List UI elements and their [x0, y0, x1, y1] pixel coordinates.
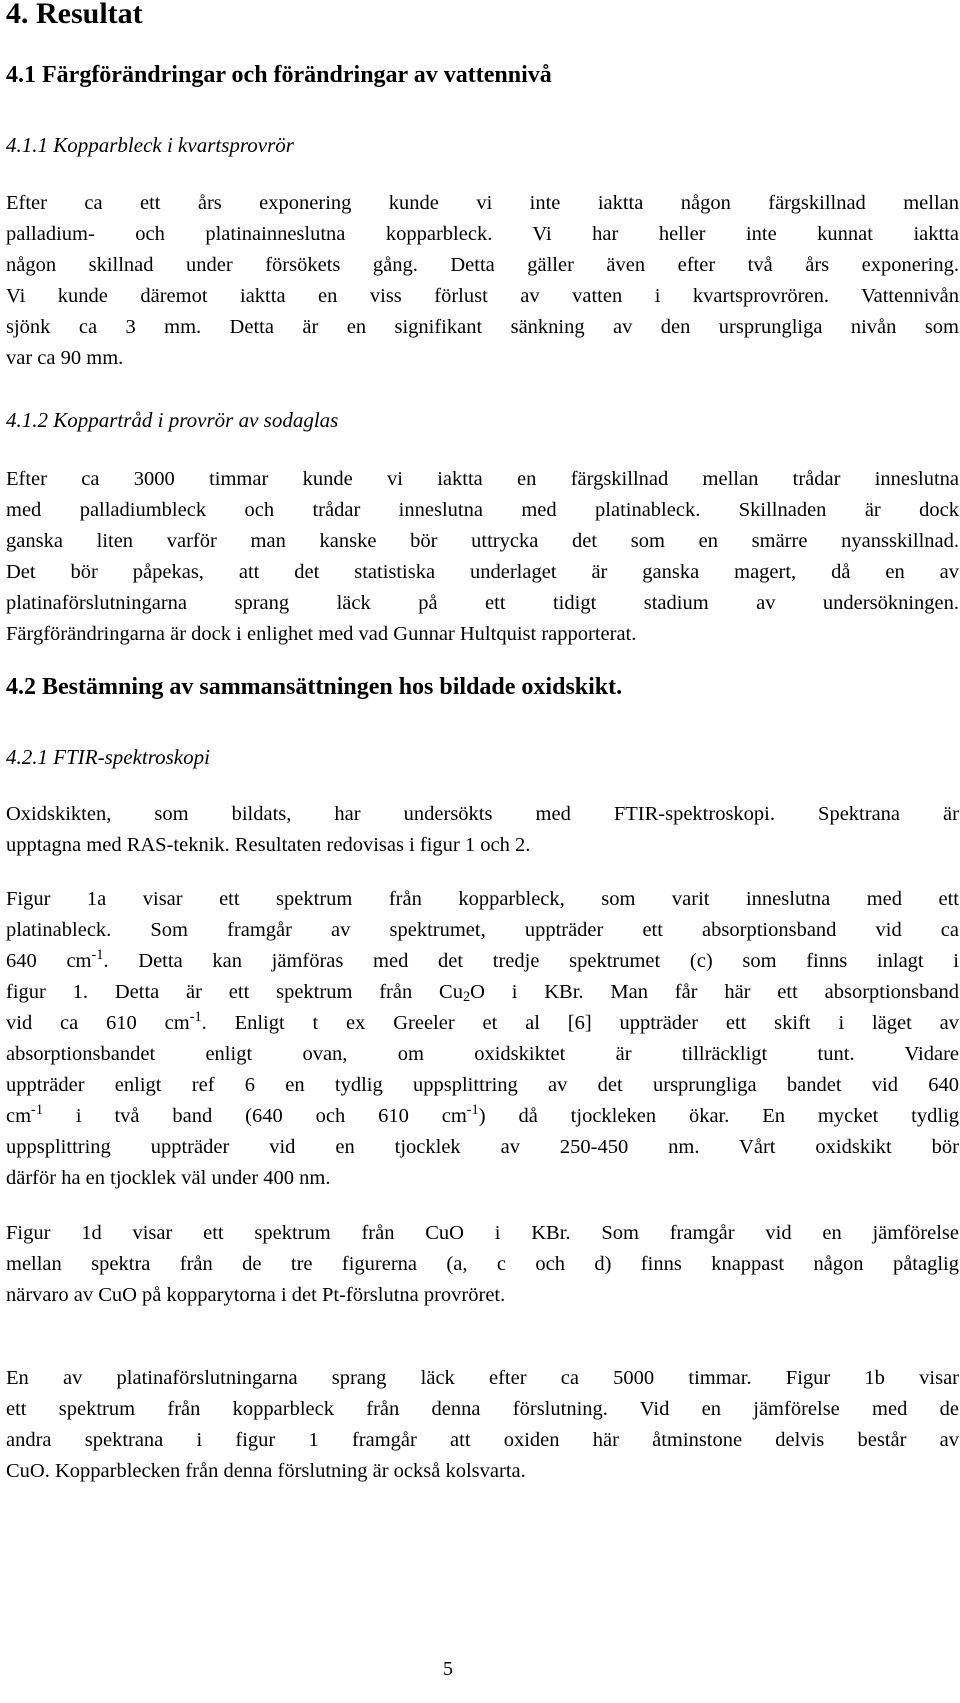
- subsection-heading-4-1-2: 4.1.2 Koppartråd i provrör av sodaglas: [6, 408, 339, 432]
- page-number: 5: [443, 1658, 453, 1680]
- text-line: Efter ca 3000 timmar kunde vi iaktta en färgskillnad mellan trådar inneslutna: [6, 468, 959, 490]
- paragraph-koppartrad: [6, 464, 959, 650]
- text-line: [6, 946, 959, 977]
- text-run: 640 cm: [6, 950, 92, 972]
- text-line: ett spektrum från kopparbleck från denna förslutning. Vid en jämförelse med de: [6, 1398, 959, 1420]
- text-line: med palladiumbleck och trådar inneslutna med platinableck. Skillnaden är dock: [6, 499, 959, 521]
- text-line: [6, 1008, 959, 1039]
- text-line: upptagna med RAS-teknik. Resultaten redovisas i figur 1 och 2.: [6, 834, 531, 856]
- section-heading-4-1: 4.1 Färgförändringar och förändringar av vattennivå: [6, 62, 552, 88]
- text-run: O i KBr. Man får här ett absorptionsband: [470, 981, 959, 1003]
- text-line: uppsplittring uppträder vid en tjocklek av 250-450 nm. Vårt oxidskikt bör: [6, 1136, 959, 1158]
- subsection-heading-4-2-1: 4.2.1 FTIR-spektroskopi: [6, 745, 210, 769]
- text-line: närvaro av CuO på kopparytorna i det Pt-förslutna provröret.: [6, 1284, 506, 1306]
- superscript: -1: [31, 1102, 43, 1119]
- text-line: andra spektrana i figur 1 framgår att oxiden här åtminstone delvis består av: [6, 1429, 959, 1451]
- text-line: var ca 90 mm.: [6, 347, 124, 369]
- text-line: En av platinaförslutningarna sprang läck efter ca 5000 timmar. Figur 1b visar: [6, 1367, 959, 1389]
- text-run: figur 1. Detta är ett spektrum från Cu: [6, 981, 463, 1003]
- text-line: mellan spektra från de tre figurerna (a, c och d) finns knappast någon påtaglig: [6, 1253, 959, 1275]
- text-line: Oxidskikten, som bildats, har undersökts med FTIR-spektroskopi. Spektrana är: [6, 803, 959, 825]
- paragraph-figur-1d: [6, 1218, 959, 1311]
- text-line: Vi kunde däremot iaktta en viss förlust av vatten i kvartsprovrören. Vattennivån: [6, 285, 959, 307]
- subsection-heading-4-1-1: 4.1.1 Kopparbleck i kvartsprovrör: [6, 133, 294, 157]
- text-line: palladium- och platinainneslutna kopparbleck. Vi har heller inte kunnat iaktta: [6, 223, 959, 245]
- text-line: [6, 977, 959, 1008]
- text-line: CuO. Kopparblecken från denna förslutning är också kolsvarta.: [6, 1460, 526, 1482]
- text-line: uppträder enligt ref 6 en tydlig uppsplittring av det ursprungliga bandet vid 640: [6, 1074, 959, 1096]
- text-line: Figur 1d visar ett spektrum från CuO i KBr. Som framgår vid en jämförelse: [6, 1222, 959, 1244]
- text-run: vid ca 610 cm: [6, 1012, 190, 1034]
- subscript: 2: [462, 988, 471, 1005]
- text-line: Efter ca ett års exponering kunde vi inte iaktta någon färgskillnad mellan: [6, 192, 959, 214]
- paragraph-figur-1a: [6, 884, 959, 1194]
- text-run: cm: [6, 1105, 32, 1127]
- paragraph-ftir-intro: [6, 799, 959, 861]
- text-line: Färgförändringarna är dock i enlighet med vad Gunnar Hultquist rapporterat.: [6, 623, 637, 645]
- text-run: . Enligt t ex Greeler et al [6] uppträder ett skift i läget av: [201, 1012, 959, 1034]
- text-line: platinaförslutningarna sprang läck på ett tidigt stadium av undersökningen.: [6, 592, 959, 614]
- text-run: ) då tjockleken ökar. En mycket tydlig: [478, 1105, 959, 1127]
- text-line: Det bör påpekas, att det statistiska underlaget är ganska magert, då en av: [6, 561, 959, 583]
- text-line: därför ha en tjocklek väl under 400 nm.: [6, 1167, 331, 1189]
- chapter-heading: 4. Resultat: [6, 0, 143, 30]
- paragraph-figur-1b: [6, 1363, 959, 1487]
- superscript: -1: [466, 1102, 479, 1119]
- superscript: -1: [189, 1009, 202, 1026]
- superscript: -1: [91, 947, 104, 964]
- text-run: i två band (640 och 610 cm: [43, 1105, 467, 1127]
- text-line: någon skillnad under försökets gång. Detta gäller även efter två års exponering.: [6, 254, 959, 276]
- text-line: Figur 1a visar ett spektrum från kopparbleck, som varit inneslutna med ett: [6, 888, 959, 910]
- text-line: [6, 1101, 959, 1132]
- section-heading-4-2: 4.2 Bestämning av sammansättningen hos bildade oxidskikt.: [6, 674, 623, 700]
- text-line: absorptionsbandet enligt ovan, om oxidskiktet är tillräckligt tunt. Vidare: [6, 1043, 959, 1065]
- text-run: . Detta kan jämföras med det tredje spektrumet (c) som finns inlagt i: [103, 950, 959, 972]
- text-line: platinableck. Som framgår av spektrumet, uppträder ett absorptionsband vid ca: [6, 919, 959, 941]
- text-line: sjönk ca 3 mm. Detta är en signifikant sänkning av den ursprungliga nivån som: [6, 316, 959, 338]
- text-line: ganska liten varför man kanske bör uttrycka det som en smärre nyansskillnad.: [6, 530, 959, 552]
- paragraph-kopparbleck: [6, 188, 959, 374]
